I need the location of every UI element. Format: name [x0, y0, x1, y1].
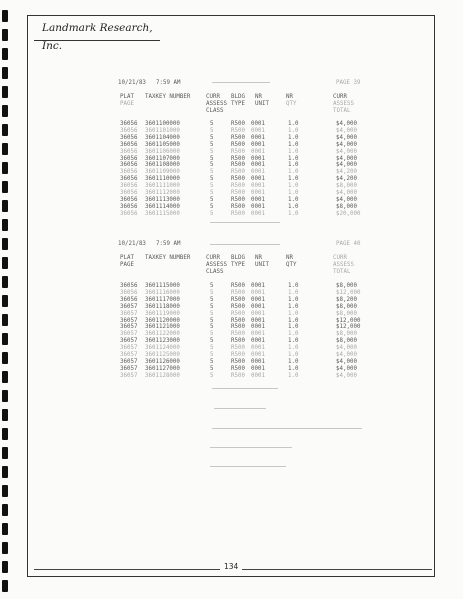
footer-rule-left: [34, 569, 220, 570]
report-date: 10/21/83: [118, 241, 146, 247]
table-row: [118, 211, 378, 218]
cell-bldg-type: R500: [231, 324, 245, 331]
cell-plat: 36056: [120, 296, 138, 303]
col-curr-3: CLASS: [206, 108, 224, 114]
col-curr: CURR: [206, 255, 220, 261]
cell-class: 5: [210, 127, 214, 134]
cell-plat: 36056: [120, 283, 138, 289]
cell-total: $4,000: [336, 148, 357, 155]
cell-plat: 36057: [120, 310, 138, 317]
cell-nr-unit: 0001: [251, 134, 265, 141]
cell-nr-qty: 1.0: [288, 310, 299, 317]
report-page: PAGE 40: [336, 241, 361, 247]
col-plat: PLAT: [120, 255, 134, 261]
cell-plat: 36056: [120, 203, 138, 210]
cell-bldg-type: R500: [231, 155, 245, 162]
cell-total: $4,000: [336, 162, 357, 169]
binder-hole: [2, 314, 8, 326]
binder-holes: [0, 0, 10, 599]
cell-nr-unit: 0001: [251, 127, 265, 134]
binder-hole: [2, 580, 8, 592]
binder-hole: [2, 485, 8, 497]
cell-nr-unit: 0001: [251, 162, 265, 169]
cell-taxkey: 3601117000: [145, 296, 180, 303]
cell-nr-qty: 1.0: [288, 372, 299, 379]
binder-hole: [2, 143, 8, 155]
page-number: 134: [224, 562, 239, 571]
binder-hole: [2, 86, 8, 98]
col-plat-2: PAGE: [120, 101, 134, 107]
cell-total: $4,000: [336, 345, 357, 352]
cell-total: $4,200: [336, 176, 357, 183]
binder-hole: [2, 428, 8, 440]
faint-rule: [212, 82, 270, 83]
cell-nr-unit: 0001: [251, 296, 265, 303]
cell-taxkey: 3601115000: [145, 283, 180, 289]
binder-hole: [2, 238, 8, 250]
cell-total: $12,000: [336, 324, 361, 331]
cell-total: $4,000: [336, 190, 357, 196]
cell-class: 5: [210, 190, 214, 196]
cell-taxkey: 3601112000: [145, 190, 180, 196]
binder-hole: [2, 409, 8, 421]
cell-bldg-type: R500: [231, 310, 245, 317]
cell-total: $4,000: [336, 121, 357, 127]
col-curr-2: ASSESS: [206, 101, 227, 107]
faint-rule: [210, 222, 280, 223]
cell-class: 5: [210, 121, 214, 127]
cell-nr-unit: 0001: [251, 365, 265, 372]
col-nr: NR: [255, 255, 262, 261]
faint-rule: [212, 428, 362, 429]
cell-taxkey: 3601122000: [145, 331, 180, 338]
col-nr-qty-2: QTY: [286, 101, 297, 107]
cell-plat: 36057: [120, 303, 138, 310]
cell-bldg-type: R500: [231, 210, 245, 217]
cell-nr-qty: 1.0: [288, 127, 299, 134]
cell-total: $4,000: [336, 365, 357, 372]
cell-class: 5: [210, 169, 214, 176]
binder-hole: [2, 561, 8, 573]
cell-nr-unit: 0001: [251, 190, 265, 196]
cell-taxkey: 3601120000: [145, 317, 180, 324]
cell-nr-unit: 0001: [251, 155, 265, 162]
cell-total: $8,000: [336, 203, 357, 210]
cell-total: $20,000: [336, 210, 361, 217]
cell-plat: 36056: [120, 121, 138, 127]
cell-class: 5: [210, 303, 214, 310]
cell-nr-unit: 0001: [251, 345, 265, 352]
cell-plat: 36057: [120, 324, 138, 331]
cell-nr-unit: 0001: [251, 141, 265, 148]
cell-bldg-type: R500: [231, 331, 245, 338]
cell-plat: 36057: [120, 365, 138, 372]
cell-taxkey: 3601118000: [145, 303, 180, 310]
cell-taxkey: 3601126000: [145, 358, 180, 365]
cell-bldg-type: R500: [231, 283, 245, 289]
cell-nr-qty: 1.0: [288, 289, 299, 296]
cell-class: 5: [210, 283, 214, 289]
cell-class: 5: [210, 296, 214, 303]
col-total-3: TOTAL: [333, 108, 351, 114]
cell-total: $8,200: [336, 296, 357, 303]
cell-bldg-type: R500: [231, 303, 245, 310]
cell-nr-unit: 0001: [251, 283, 265, 289]
binder-hole: [2, 48, 8, 60]
cell-class: 5: [210, 310, 214, 317]
col-total-2: ASSESS: [333, 101, 354, 107]
cell-class: 5: [210, 196, 214, 203]
cell-nr-qty: 1.0: [288, 169, 299, 176]
cell-class: 5: [210, 317, 214, 324]
binder-hole: [2, 181, 8, 193]
cell-plat: 36056: [120, 289, 138, 296]
cell-class: 5: [210, 352, 214, 358]
cell-bldg-type: R500: [231, 148, 245, 155]
faint-rule: [210, 466, 286, 467]
cell-total: $8,000: [336, 183, 357, 190]
cell-nr-unit: 0001: [251, 352, 265, 358]
footer-rule-right: [242, 569, 432, 570]
cell-total: $4,000: [336, 196, 357, 203]
binder-hole: [2, 352, 8, 364]
cell-nr-unit: 0001: [251, 331, 265, 338]
cell-class: 5: [210, 331, 214, 338]
cell-class: 5: [210, 141, 214, 148]
cell-nr-qty: 1.0: [288, 162, 299, 169]
cell-bldg-type: R500: [231, 176, 245, 183]
col-plat-2: PAGE: [120, 262, 134, 268]
cell-nr-qty: 1.0: [288, 352, 299, 358]
faint-rule: [212, 388, 278, 389]
cell-bldg-type: R500: [231, 169, 245, 176]
cell-plat: 36057: [120, 372, 138, 379]
col-bldg: BLDG: [231, 94, 245, 100]
cell-bldg-type: R500: [231, 338, 245, 345]
table-row: [118, 373, 378, 380]
col-taxkey: TAXKEY NUMBER: [145, 255, 191, 261]
cell-taxkey: 3601114000: [145, 203, 180, 210]
cell-taxkey: 3601108000: [145, 162, 180, 169]
cell-taxkey: 3601121000: [145, 324, 180, 331]
cell-plat: 36057: [120, 331, 138, 338]
cell-plat: 36056: [120, 196, 138, 203]
col-nr-qty: NR: [286, 94, 293, 100]
cell-bldg-type: R500: [231, 134, 245, 141]
faint-rule: [210, 447, 292, 448]
cell-nr-qty: 1.0: [288, 155, 299, 162]
cell-bldg-type: R500: [231, 345, 245, 352]
binder-hole: [2, 371, 8, 383]
cell-taxkey: 3601104000: [145, 134, 180, 141]
binder-hole: [2, 523, 8, 535]
col-nr-2: UNIT: [255, 101, 269, 107]
cell-nr-qty: 1.0: [288, 190, 299, 196]
cell-taxkey: 3601101000: [145, 127, 180, 134]
cell-nr-qty: 1.0: [288, 148, 299, 155]
binder-hole: [2, 333, 8, 345]
cell-taxkey: 3601111000: [145, 183, 180, 190]
binder-hole: [2, 200, 8, 212]
cell-bldg-type: R500: [231, 196, 245, 203]
cell-plat: 36056: [120, 210, 138, 217]
faint-rule: [210, 244, 280, 245]
cell-taxkey: 3601123000: [145, 338, 180, 345]
report-page: PAGE 39: [336, 80, 361, 86]
col-total-3: TOTAL: [333, 269, 351, 275]
cell-plat: 36056: [120, 148, 138, 155]
cell-nr-qty: 1.0: [288, 176, 299, 183]
cell-nr-unit: 0001: [251, 176, 265, 183]
cell-bldg-type: R500: [231, 121, 245, 127]
cell-bldg-type: R500: [231, 190, 245, 196]
cell-total: $4,000: [336, 141, 357, 148]
cell-nr-unit: 0001: [251, 148, 265, 155]
cell-total: $12,000: [336, 317, 361, 324]
cell-nr-unit: 0001: [251, 372, 265, 379]
faint-rule: [214, 408, 266, 409]
cell-bldg-type: R500: [231, 141, 245, 148]
cell-class: 5: [210, 324, 214, 331]
cell-class: 5: [210, 176, 214, 183]
binder-hole: [2, 504, 8, 516]
cell-plat: 36056: [120, 141, 138, 148]
cell-nr-qty: 1.0: [288, 331, 299, 338]
cell-plat: 36057: [120, 358, 138, 365]
cell-plat: 36056: [120, 134, 138, 141]
cell-nr-qty: 1.0: [288, 345, 299, 352]
report-time: 7:59 AM: [156, 241, 181, 247]
cell-taxkey: 3601124000: [145, 345, 180, 352]
binder-hole: [2, 295, 8, 307]
cell-total: $4,000: [336, 352, 357, 358]
binder-hole: [2, 542, 8, 554]
cell-plat: 36056: [120, 162, 138, 169]
cell-class: 5: [210, 372, 214, 379]
col-total: CURR: [333, 255, 347, 261]
cell-nr-qty: 1.0: [288, 358, 299, 365]
binder-hole: [2, 10, 8, 22]
cell-taxkey: 3601125000: [145, 352, 180, 358]
binder-hole: [2, 219, 8, 231]
logo-underline: [34, 40, 160, 41]
cell-class: 5: [210, 345, 214, 352]
binder-hole: [2, 162, 8, 174]
cell-bldg-type: R500: [231, 203, 245, 210]
cell-nr-unit: 0001: [251, 358, 265, 365]
cell-nr-qty: 1.0: [288, 121, 299, 127]
col-nr-2: UNIT: [255, 262, 269, 268]
cell-nr-unit: 0001: [251, 183, 265, 190]
cell-nr-qty: 1.0: [288, 317, 299, 324]
binder-hole: [2, 67, 8, 79]
cell-bldg-type: R500: [231, 183, 245, 190]
cell-nr-unit: 0001: [251, 203, 265, 210]
cell-class: 5: [210, 134, 214, 141]
cell-class: 5: [210, 358, 214, 365]
cell-nr-unit: 0001: [251, 196, 265, 203]
cell-plat: 36056: [120, 127, 138, 134]
cell-bldg-type: R500: [231, 352, 245, 358]
binder-hole: [2, 447, 8, 459]
cell-taxkey: 3601113000: [145, 196, 180, 203]
binder-hole: [2, 276, 8, 288]
cell-nr-unit: 0001: [251, 317, 265, 324]
cell-total: $8,000: [336, 331, 357, 338]
cell-taxkey: 3601119000: [145, 310, 180, 317]
binder-hole: [2, 390, 8, 402]
cell-nr-qty: 1.0: [288, 196, 299, 203]
cell-nr-qty: 1.0: [288, 134, 299, 141]
cell-total: $8,000: [336, 310, 357, 317]
cell-total: $4,000: [336, 134, 357, 141]
cell-plat: 36056: [120, 155, 138, 162]
cell-total: $8,000: [336, 283, 357, 289]
cell-nr-unit: 0001: [251, 169, 265, 176]
cell-taxkey: 3601100000: [145, 121, 180, 127]
binder-hole: [2, 105, 8, 117]
cell-nr-qty: 1.0: [288, 203, 299, 210]
cell-nr-qty: 1.0: [288, 324, 299, 331]
report-time: 7:59 AM: [156, 80, 181, 86]
cell-bldg-type: R500: [231, 289, 245, 296]
binder-hole: [2, 257, 8, 269]
cell-nr-unit: 0001: [251, 303, 265, 310]
col-total-2: ASSESS: [333, 262, 354, 268]
cell-nr-qty: 1.0: [288, 365, 299, 372]
cell-taxkey: 3601127000: [145, 365, 180, 372]
cell-nr-unit: 0001: [251, 338, 265, 345]
cell-nr-qty: 1.0: [288, 296, 299, 303]
col-curr: CURR: [206, 94, 220, 100]
cell-total: $4,000: [336, 372, 357, 379]
cell-nr-qty: 1.0: [288, 303, 299, 310]
cell-class: 5: [210, 210, 214, 217]
cell-plat: 36056: [120, 176, 138, 183]
cell-total: $4,200: [336, 169, 357, 176]
cell-taxkey: 3601107000: [145, 155, 180, 162]
cell-class: 5: [210, 289, 214, 296]
cell-class: 5: [210, 365, 214, 372]
cell-nr-unit: 0001: [251, 121, 265, 127]
cell-nr-unit: 0001: [251, 324, 265, 331]
binder-hole: [2, 29, 8, 41]
cell-class: 5: [210, 148, 214, 155]
cell-class: 5: [210, 203, 214, 210]
col-total: CURR: [333, 94, 347, 100]
cell-taxkey: 3601106000: [145, 148, 180, 155]
cell-taxkey: 3601116000: [145, 289, 180, 296]
cell-total: $4,000: [336, 127, 357, 134]
cell-total: $4,000: [336, 358, 357, 365]
cell-class: 5: [210, 183, 214, 190]
cell-nr-unit: 0001: [251, 210, 265, 217]
cell-bldg-type: R500: [231, 372, 245, 379]
col-bldg-2: TYPE: [231, 101, 245, 107]
col-nr-qty: NR: [286, 255, 293, 261]
cell-taxkey: 3601105000: [145, 141, 180, 148]
cell-taxkey: 3601109000: [145, 169, 180, 176]
report-date: 10/21/83: [118, 80, 146, 86]
cell-nr-unit: 0001: [251, 310, 265, 317]
cell-bldg-type: R500: [231, 162, 245, 169]
cell-class: 5: [210, 162, 214, 169]
cell-bldg-type: R500: [231, 127, 245, 134]
col-plat: PLAT: [120, 94, 134, 100]
col-bldg: BLDG: [231, 255, 245, 261]
cell-class: 5: [210, 338, 214, 345]
cell-plat: 36056: [120, 190, 138, 196]
col-curr-2: ASSESS: [206, 262, 227, 268]
cell-nr-qty: 1.0: [288, 141, 299, 148]
col-nr-qty-2: QTY: [286, 262, 297, 268]
cell-nr-qty: 1.0: [288, 183, 299, 190]
cell-nr-unit: 0001: [251, 289, 265, 296]
binder-hole: [2, 124, 8, 136]
col-nr: NR: [255, 94, 262, 100]
cell-plat: 36057: [120, 345, 138, 352]
cell-plat: 36056: [120, 183, 138, 190]
binder-hole: [2, 466, 8, 478]
cell-nr-qty: 1.0: [288, 283, 299, 289]
cell-taxkey: 3601128000: [145, 372, 180, 379]
cell-class: 5: [210, 155, 214, 162]
cell-bldg-type: R500: [231, 358, 245, 365]
company-logo: Landmark Research, Inc.: [38, 19, 160, 37]
col-curr-3: CLASS: [206, 269, 224, 275]
cell-total: $8,000: [336, 338, 357, 345]
cell-plat: 36057: [120, 338, 138, 345]
cell-bldg-type: R500: [231, 296, 245, 303]
cell-plat: 36057: [120, 352, 138, 358]
cell-plat: 36056: [120, 169, 138, 176]
cell-taxkey: 3601115000: [145, 210, 180, 217]
col-taxkey: TAXKEY NUMBER: [145, 94, 191, 100]
cell-taxkey: 3601110000: [145, 176, 180, 183]
cell-bldg-type: R500: [231, 365, 245, 372]
cell-nr-qty: 1.0: [288, 338, 299, 345]
cell-total: $8,000: [336, 303, 357, 310]
cell-bldg-type: R500: [231, 317, 245, 324]
cell-nr-qty: 1.0: [288, 210, 299, 217]
cell-plat: 36057: [120, 317, 138, 324]
cell-total: $12,000: [336, 289, 361, 296]
cell-total: $4,000: [336, 155, 357, 162]
col-bldg-2: TYPE: [231, 262, 245, 268]
